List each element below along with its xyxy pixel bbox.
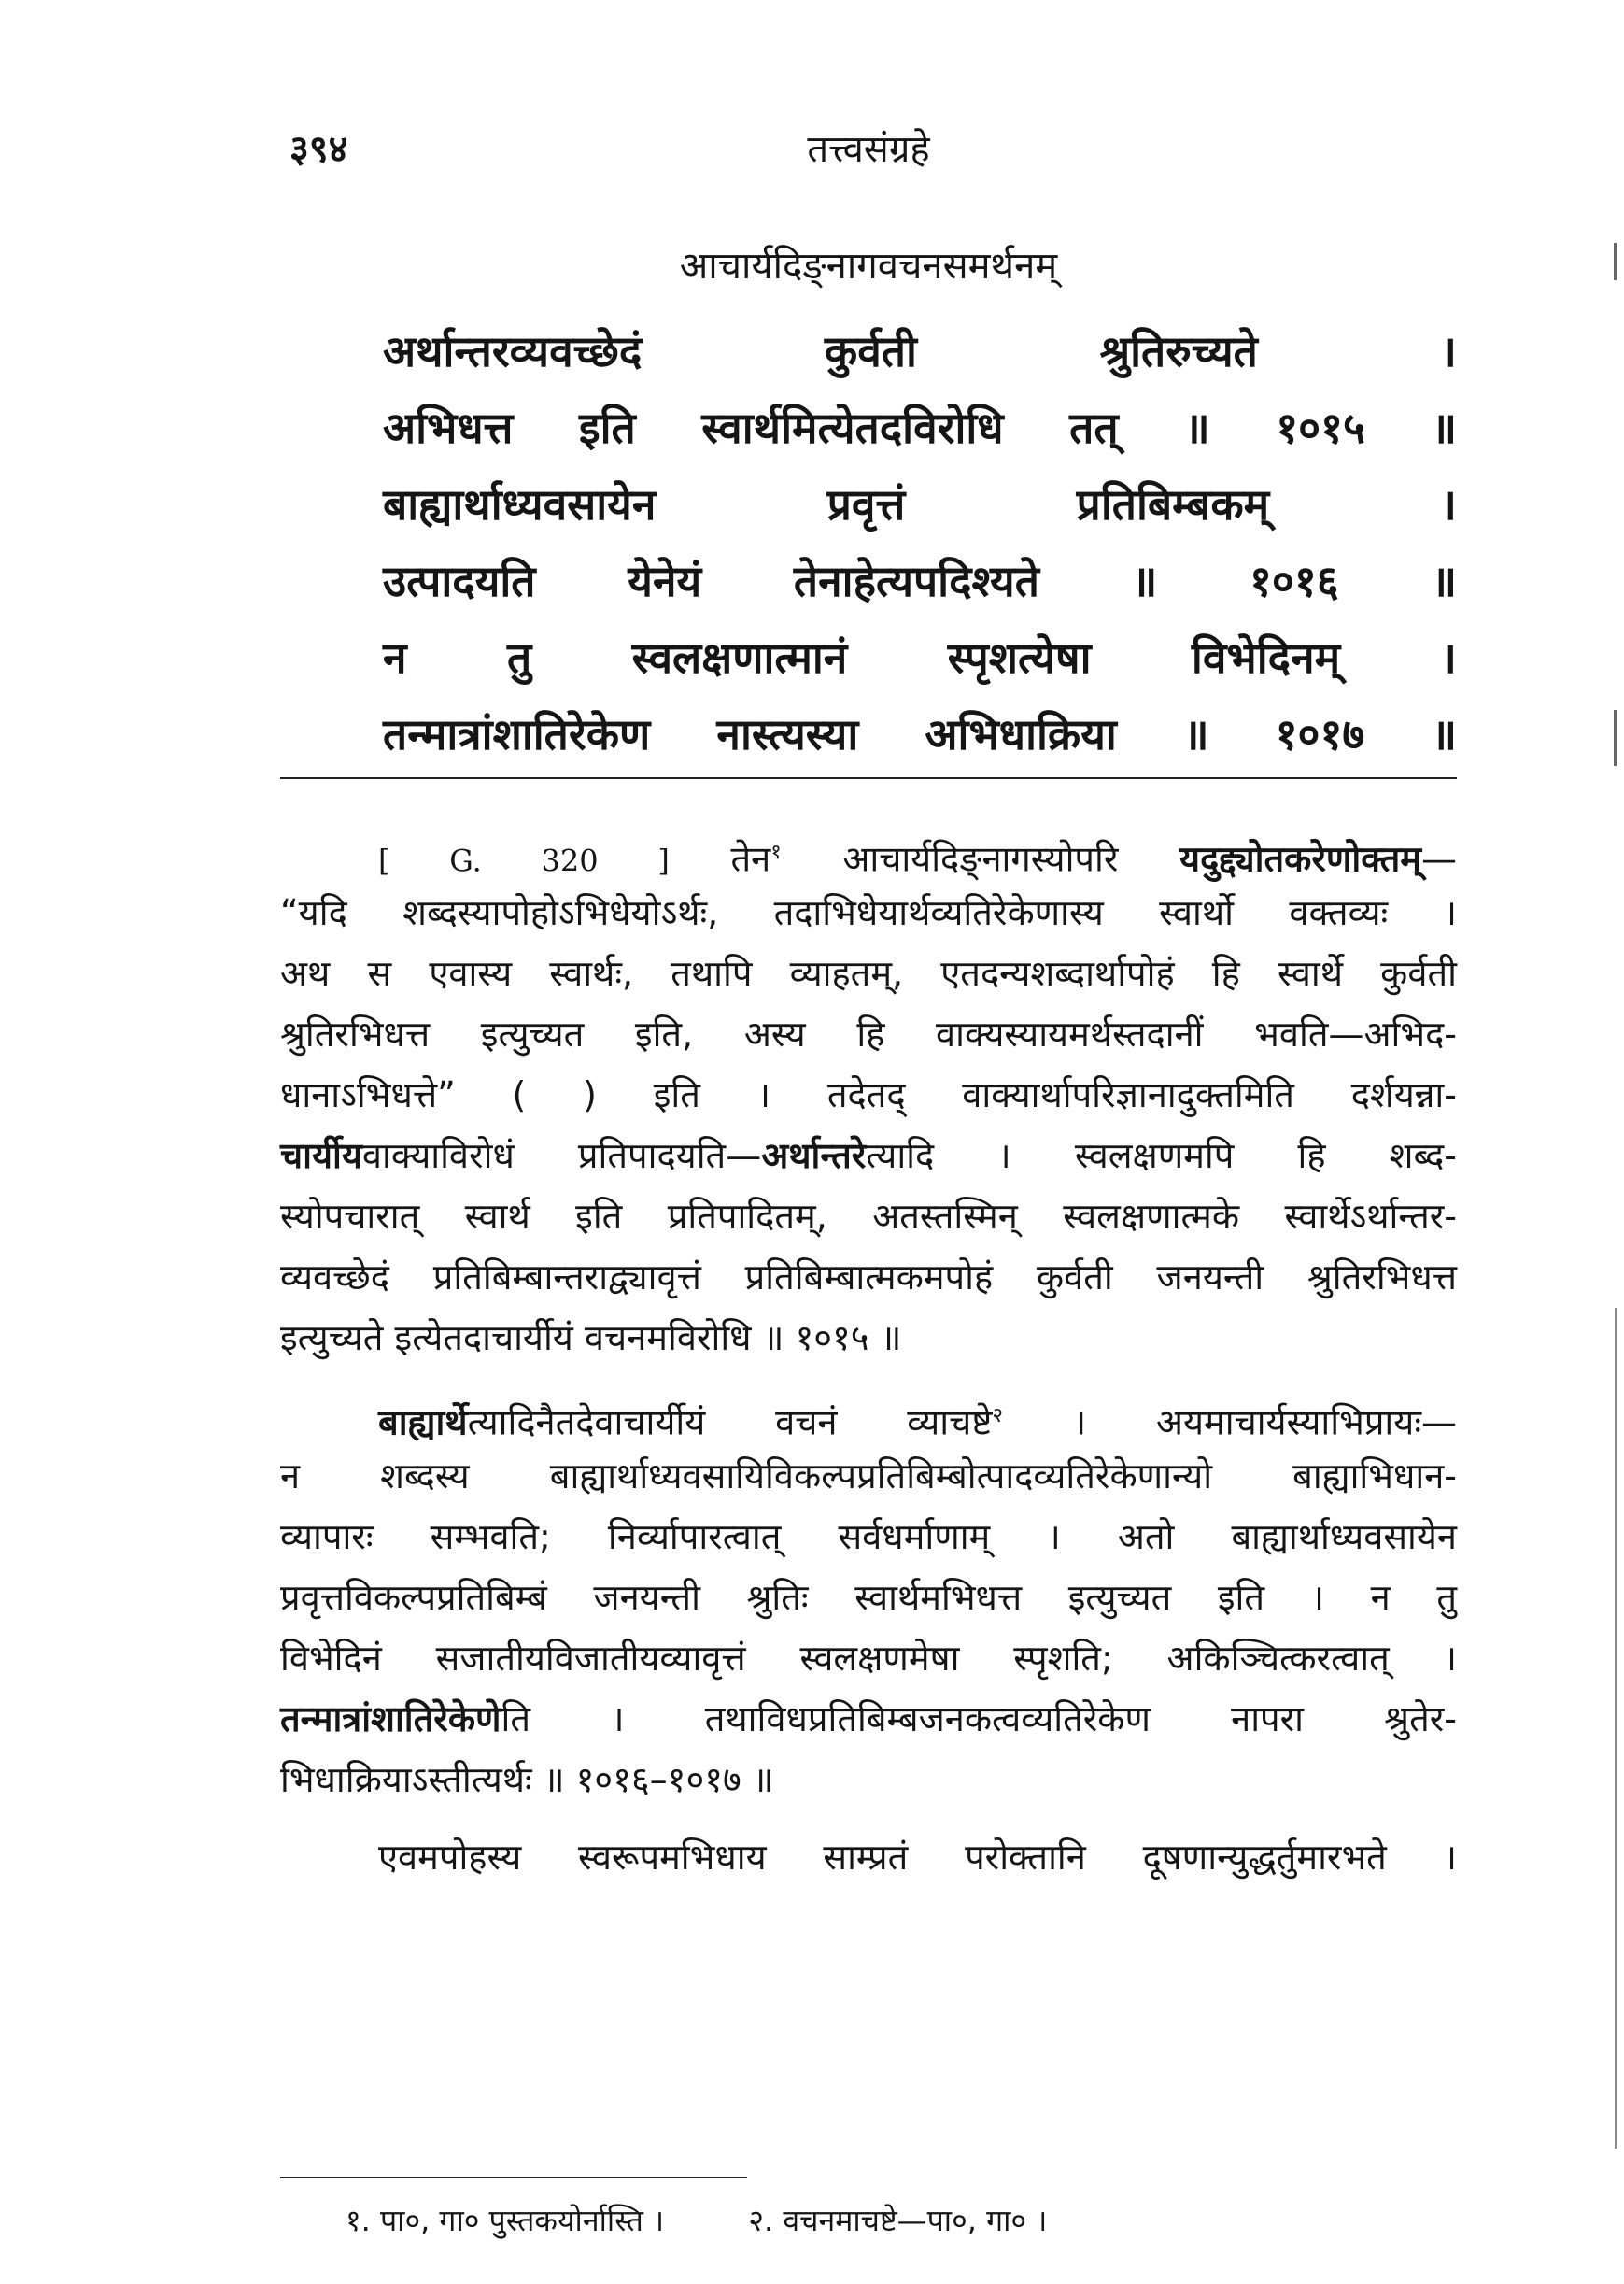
footnote-marker: २ xyxy=(992,1404,1003,1427)
verse-line: बाह्यार्थाध्यवसायेन प्रवृत्तं प्रतिबिम्बकम् । xyxy=(383,479,1457,530)
text-line: स्योपचारात् स्वार्थ इति प्रतिपादितम्, अतस्तस्मिन् स्वलक्षणात्मके स्वार्थेऽर्थान्तर- xyxy=(280,1196,1457,1237)
text-line: प्रवृत्तविकल्पप्रतिबिम्बं जनयन्ती श्रुतिः स्वार्थमभिधत्त इत्युच्यत इति । न तु xyxy=(280,1577,1457,1618)
text-line: न शब्दस्य बाह्यार्थाध्यवसायिविकल्पप्रतिबिम्बोत्पादव्यतिरेकेणान्यो बाह्याभिधान- xyxy=(280,1455,1457,1497)
text-line: व्यवच्छेदं प्रतिबिम्बान्तराद्व्यावृत्तं प्रतिबिम्बात्मकमपोहं कुर्वती जनयन्ती श्रुतिरभिधत्त xyxy=(280,1256,1457,1298)
footnote-marker: १ xyxy=(770,841,782,864)
section-divider xyxy=(280,777,1457,779)
text-line: व्यापारः सम्भवति; निर्व्यापारत्वात् सर्वधर्माणाम् । अतो बाह्यार्थाध्यवसायेन xyxy=(280,1516,1457,1557)
commentary-paragraph-3 xyxy=(280,1827,1457,1888)
text-line: धानाऽभिधत्ते” ( ) इति । तदेतद् वाक्यार्थापरिज्ञानादुक्तमिति दर्शयन्ना- xyxy=(280,1074,1457,1115)
commentary xyxy=(280,794,1457,1888)
text-line: एवमपोहस्य स्वरूपमभिधाय साम्प्रतं परोक्तानि दूषणान्युद्धर्तुमारभते । xyxy=(378,1837,1457,1878)
verse-line: तन्मात्रांशातिरेकेण नास्त्यस्या अभिधाक्रिया ॥ १०१७ ॥ xyxy=(383,709,1457,759)
running-title: तत्त्वसंग्रहे xyxy=(807,128,930,171)
text-line: इत्युच्यते इत्येतदाचार्यीयं वचनमविरोधि ॥ १०१५ ॥ xyxy=(280,1317,902,1358)
text-line: “यदि शब्दस्यापोहोऽभिधेयोऽर्थः, तदाभिधेयार्थव्यतिरेकेणास्य स्वार्थो वक्तव्यः । xyxy=(280,892,1457,933)
page-header xyxy=(280,121,1457,177)
text-line: विभेदिनं सजातीयविजातीयव्यावृत्तं स्वलक्षणमेषा स्पृशति; अकिञ्चित्करत्वात् । xyxy=(280,1638,1457,1679)
scan-edge-mark xyxy=(1614,243,1617,280)
text-line: भिधाक्रियाऽस्तीत्यर्थः ॥ १०१६–१०१७ ॥ xyxy=(280,1759,774,1800)
text-line: बाह्यार्थेत्यादिनैतदेवाचार्यीयं वचनं व्याचष्टे$^२$ । अयमाचार्यस्याभिप्रायः— xyxy=(378,1401,1457,1443)
scan-edge-mark xyxy=(1614,710,1617,766)
verse-line: न तु स्वलक्षणात्मानं स्पृशत्येषा विभेदिनम् । xyxy=(383,632,1457,683)
verse-block xyxy=(383,313,1457,773)
text-line: श्रुतिरभिधत्त इत्युच्यत इति, अस्य हि वाक्यस्यायमर्थस्तदानीं भवति—अभिद- xyxy=(280,1014,1457,1055)
text-line: [ G. 320 ] तेन$^१$ आचार्यदिङ्नागस्योपरि यदुद्द्योतकरेणोक्तम्— xyxy=(378,838,1457,880)
edition-page-reference: [ G. 320 ] xyxy=(378,843,670,879)
section-heading: आचार्यदिङ्नागवचनसमर्थनम् xyxy=(679,245,1058,288)
commentary-paragraph-2 xyxy=(280,1385,1457,1810)
verse-line: उत्पादयति येनेयं तेनाहेत्यपदिश्यते ॥ १०१६ ॥ xyxy=(383,556,1457,606)
scan-edge-mark xyxy=(1615,1308,1617,2149)
verse-line: अभिधत्त इति स्वार्थमित्येतदविरोधि तत् ॥ १०१५ ॥ xyxy=(383,403,1457,453)
footnotes xyxy=(346,2200,1419,2240)
commentary-paragraph-1 xyxy=(280,822,1457,1369)
text-line: तन्मात्रांशातिरेकेणेति । तथाविधप्रतिबिम्बजनकत्वव्यतिरेकेण नापरा श्रुतेर- xyxy=(280,1698,1457,1739)
text-line: चार्यीयवाक्याविरोधं प्रतिपादयति—अर्थान्तरेत्यादि । स्वलक्षणमपि हि शब्द- xyxy=(280,1135,1457,1176)
text-line: अथ स एवास्य स्वार्थः, तथापि व्याहतम्, एतदन्यशब्दार्थापोहं हि स्वार्थे कुर्वती xyxy=(280,953,1457,994)
footnote-rule xyxy=(280,2177,747,2178)
footnote-2: २. वचनमाचष्टे—पा०, गा० । xyxy=(748,2203,1048,2238)
page-number: ३९४ xyxy=(289,128,348,171)
verse-line: अर्थान्तरव्यवच्छेदं कुर्वती श्रुतिरुच्यते । xyxy=(383,326,1457,376)
footnote-1: १. पा०, गा० पुस्तकयोर्नास्ति । xyxy=(346,2203,665,2238)
